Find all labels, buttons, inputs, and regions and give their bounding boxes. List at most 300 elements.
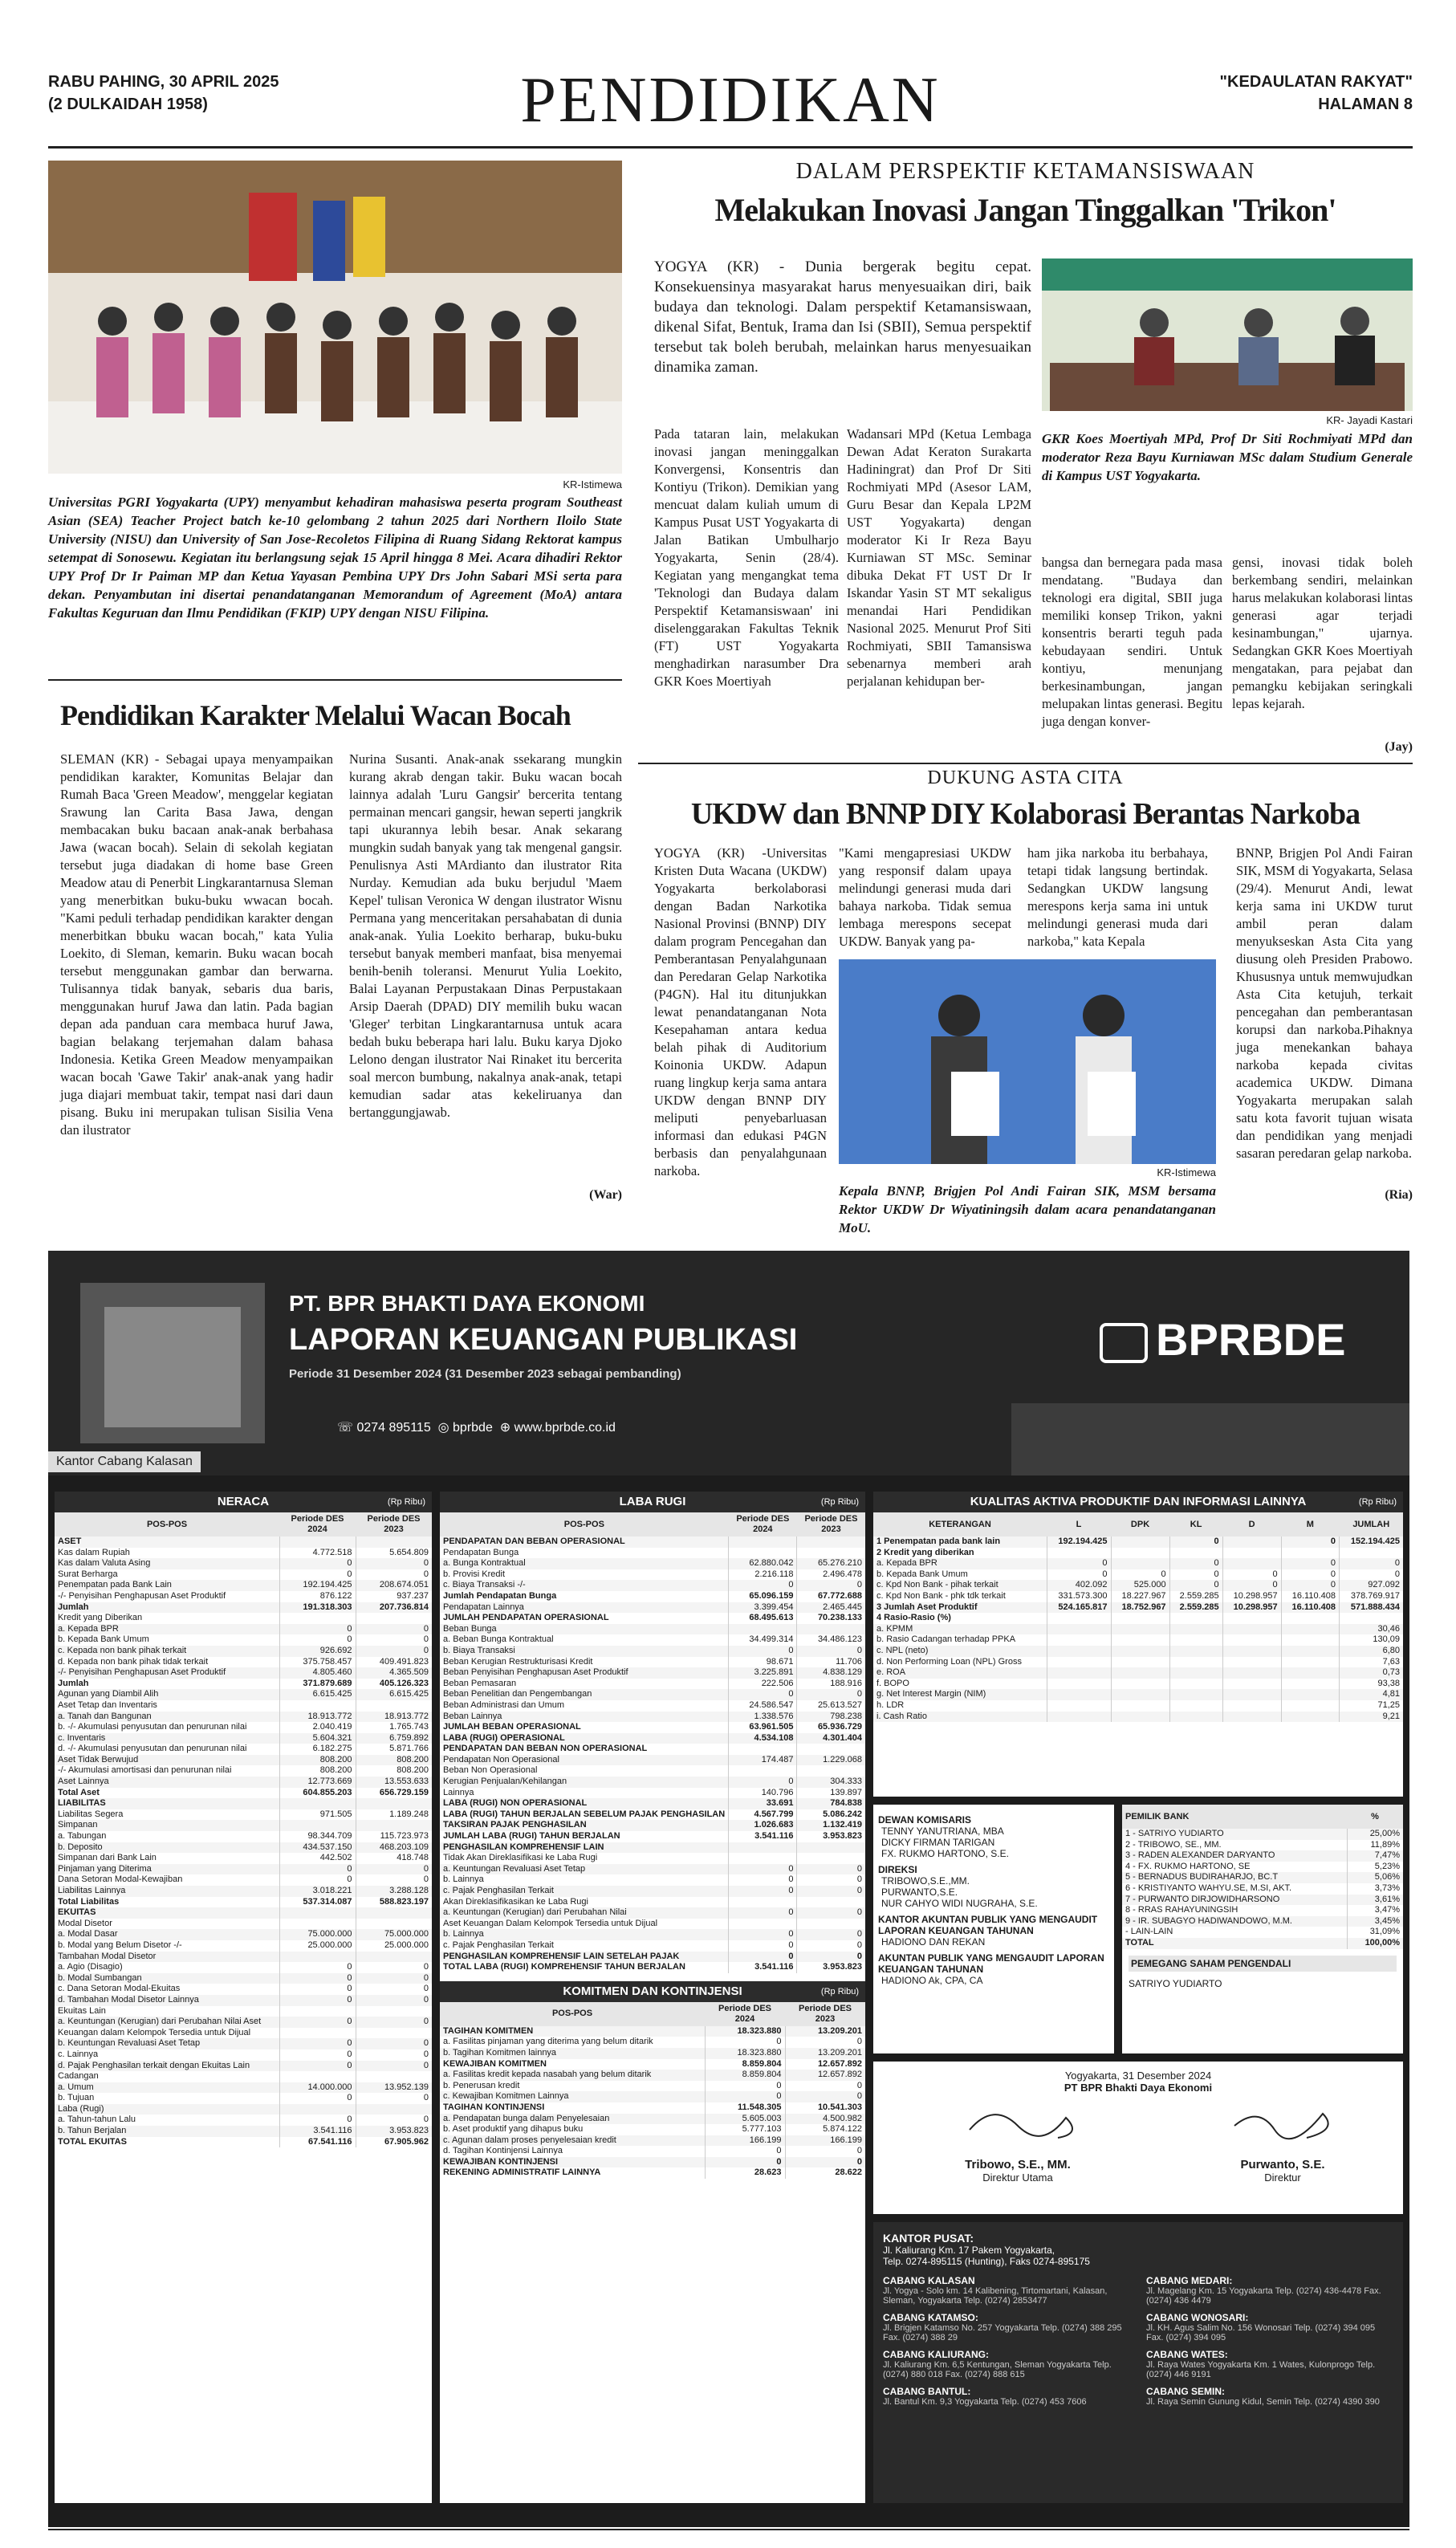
row-value: 0 (705, 2146, 785, 2157)
row-value (797, 1842, 865, 1854)
row-value (1111, 1712, 1169, 1723)
table-row (440, 2059, 865, 2070)
table-row (55, 1886, 432, 1897)
row-value (1111, 1624, 1169, 1635)
row-value: 14.000.000 (279, 2082, 356, 2094)
row-value: 1.026.683 (729, 1820, 797, 1831)
row-value: 0 (1339, 1558, 1403, 1569)
row-value (1111, 1537, 1169, 1548)
row-value: 0 (356, 1995, 432, 2006)
kualitas-aktiva-panel (873, 1492, 1403, 1797)
row-value: 207.736.814 (356, 1602, 432, 1614)
row-label: TAGIHAN KOMITMEN (440, 2026, 705, 2037)
row-value: 13.209.201 (785, 2026, 865, 2037)
row-value: 0 (356, 1984, 432, 1995)
table-row (440, 2081, 865, 2092)
row-value: 0 (356, 1558, 432, 1569)
row-value: 7,47% (1347, 1850, 1403, 1862)
column-header: KETERANGAN (873, 1512, 1047, 1537)
branch-list (883, 2275, 1393, 2407)
row-value (1339, 1548, 1403, 1559)
row-value (356, 1820, 432, 1831)
table-row (440, 2146, 865, 2157)
table-row (873, 1613, 1403, 1624)
row-value (279, 1919, 356, 1930)
row-value: 0 (729, 1940, 797, 1952)
branch-address: Jl. KH. Agus Salim No. 156 Wonosari Telp. (0274) 394 095 Fax. (0274) 394 095 (1146, 2323, 1376, 2342)
table-row (55, 1973, 432, 1984)
controller-name: SATRIYO YUDIARTO (1129, 1977, 1222, 1989)
row-value (729, 1853, 797, 1864)
owners-table: PEMILIK BANK % 1 - SATRIYO YUDIARTO 25,00% 2 - TRIBOWO, SE., MM. 11,89% 3 - RADEN ALEXANDER DARYANTO 7,47% 4 - FX. RUKMO HARTONO, SE 5,23% 5 - BERNADUS BUDIRAHARJO, BC.T 5,06% 6 - KRISTIYANTO WAHYU.SE, M.SI, AKT. 3,73% 7 - PURWANTO DIRJOWIDHARSONO 3,61% 8 - RRAS RAHAYUNINGSIH 3,47% 9 - IR. SUBAGYO HADIWANDOWO, M.M. 3,45% - LAIN-LAIN 31,09% TOTAL 100,00% (1122, 1805, 1403, 1949)
row-value: 1.338.576 (729, 1712, 797, 1723)
officer-group-title: DEWAN KOMISARIS (878, 1814, 972, 1826)
row-value: 5.605.003 (705, 2114, 785, 2125)
table-row (1122, 1850, 1403, 1862)
row-value (356, 1952, 432, 1963)
row-value: 16.110.408 (1281, 1602, 1339, 1614)
hq-address: Jl. Kaliurang Km. 17 Pakem Yogyakarta, (883, 2245, 1055, 2256)
row-value: 0 (279, 1973, 356, 1984)
row-label: 1 Penempatan pada bank lain (873, 1537, 1047, 1548)
table-row (873, 1569, 1403, 1581)
row-label: Total Liabilitas (58, 1896, 120, 1907)
row-value: 0 (1281, 1580, 1339, 1591)
row-value: 378.769.917 (1339, 1591, 1403, 1602)
row-value: 67.772.688 (797, 1591, 865, 1602)
row-value: 0 (729, 1777, 797, 1788)
row-value (797, 1537, 865, 1548)
row-value (1169, 1613, 1222, 1624)
trikon-col-2: Wadansari MPd (Ketua Lembaga Dewan Adat Keraton Surakarta Hadiningrat) dan Prof Dr Siti Rochmiyati MPd (Asesor LAM, Guru Besar dan Kepala LP2M UST Yogyakarta) dengan moderator Ki Ir Reza Bayu Kurniawan ST MSc. Seminar dibuka Dekat FT UST Dr Ir Iskandar Yasin ST MT sekaligus menandai Hari Pendidikan Nasional 2025. Menurut Prof Siti Rochmiyati, SBII Tamansiswa sebenarnya memberi arah perjalanan kehidupan ber- (847, 426, 1031, 689)
website-link[interactable]: www.bprbde.co.id (514, 1421, 616, 1435)
row-value: 784.838 (797, 1798, 865, 1809)
table-row (55, 2038, 432, 2049)
row-value (1169, 1548, 1222, 1559)
row-label: c. Kewajiban Komitmen Lainnya (440, 2091, 705, 2102)
row-value: 166.199 (785, 2135, 865, 2147)
row-label: c. NPL (neto) (873, 1646, 1047, 1657)
row-label: d. Tagihan Kontinjensi Lainnya (443, 2146, 563, 2156)
row-value (279, 1820, 356, 1831)
row-value: 0 (356, 1962, 432, 1973)
table-row (55, 2137, 432, 2148)
ukdw-col-1: YOGYA (KR) -Universitas Kristen Duta Wacana (UKDW) Yogyakarta berkolaborasi dengan Badan Narkotika Nasional Provinsi (BNNP) DIY dalam program Pencegahan dan Pemberantasan Penyalahgunaan dan Peredaran Gelap Narkotika (P4GN). Hal itu ditunjukkan lewat penandatanganan Nota Kesepahaman antara kedua belah pihak di Auditorium Koinonia UKDW. Adapun ruang lingkup kerja sama antara UKDW dengan BNNP DIY meliputi penyebarluasan informasi dan edukasi P4GN berbasis dan penyalahgunaan narkoba. (654, 845, 827, 1178)
row-value (279, 1700, 356, 1712)
row-label: 1 - SATRIYO YUDIARTO (1122, 1829, 1347, 1840)
row-label: b. Provisi Kredit (443, 1569, 506, 1579)
row-value: 31,09% (1347, 1927, 1403, 1938)
table-row (440, 2157, 865, 2168)
row-label: Modal Disetor (58, 1918, 112, 1928)
table-row (55, 1897, 432, 1908)
row-value: 0 (279, 1558, 356, 1569)
row-value: 4,81 (1339, 1689, 1403, 1700)
row-value (1222, 1624, 1281, 1635)
row-value (279, 2028, 356, 2039)
bocah-signature: (War) (589, 1188, 622, 1202)
row-value (279, 1907, 356, 1919)
row-value (356, 2006, 432, 2017)
row-value: 1.189.248 (356, 1809, 432, 1821)
table-row (55, 1995, 432, 2006)
row-value: 0 (279, 1995, 356, 2006)
table-row (55, 1700, 432, 1712)
row-label: Kas dalam Valuta Asing (55, 1558, 279, 1569)
table-row (440, 1700, 865, 1712)
table-row (440, 1820, 865, 1831)
row-value (1281, 1657, 1339, 1668)
row-label: Beban Non Operasional (443, 1765, 538, 1776)
table-row (440, 1777, 865, 1788)
row-value (1169, 1667, 1222, 1679)
row-label: h. LDR (876, 1699, 905, 1710)
row-value: 67.905.962 (356, 2137, 432, 2148)
row-value (279, 2071, 356, 2082)
branch-item (1146, 2386, 1393, 2407)
ukdw-signature: (Ria) (1385, 1188, 1413, 1202)
row-value: 11,89% (1347, 1840, 1403, 1851)
signer-2: Purwanto, S.E. Direktur (1240, 2158, 1325, 2184)
row-label: REKENING ADMINISTRATIF LAINNYA (443, 2167, 601, 2178)
row-value: 4.365.509 (356, 1667, 432, 1679)
row-value: 808.200 (356, 1755, 432, 1766)
row-value (1111, 1646, 1169, 1657)
row-value: 11.706 (797, 1657, 865, 1668)
contact-line (337, 1419, 616, 1435)
row-label: 9 - IR. SUBAGYO HADIWANDOWO, M.M. (1122, 1916, 1347, 1927)
table-row (440, 1558, 865, 1569)
table-row (55, 1634, 432, 1646)
ukdw-caption: Kepala BNNP, Brigjen Pol Andi Fairan SIK, MSM bersama Rektor UKDW Dr Wiyatiningsih dalam acara penandatanganan MoU. (839, 1183, 1216, 1235)
row-value: 6.615.425 (356, 1689, 432, 1700)
row-value (279, 1613, 356, 1624)
row-value (797, 1919, 865, 1930)
row-value (1111, 1558, 1169, 1569)
row-value (1169, 1712, 1222, 1723)
row-label: TOTAL EKUITAS (58, 2136, 127, 2147)
table-row (440, 1874, 865, 1886)
row-value: 524.165.817 (1047, 1602, 1111, 1614)
table-row (55, 1798, 432, 1809)
row-label: Total Aset (58, 1787, 100, 1797)
row-value: 3.541.116 (729, 1962, 797, 1973)
row-value (1111, 1613, 1169, 1624)
row-value (1281, 1624, 1339, 1635)
table-row (55, 1679, 432, 1690)
row-label: c. Lainnya (58, 2049, 99, 2059)
row-value (1111, 1679, 1169, 1690)
upy-caption: Universitas PGRI Yogyakarta (UPY) menyambut kehadiran mahasiswa peserta program Southeast Asian (SEA) Teacher Project batch ke-10 gelombang 2 tahun 2025 dari Northern Iloilo State University (NISU) dan University of San Jose-Recoletos Filipina di Ruang Sidang Rektorat kampus setempat di Sonosewu. Kegiatan itu berlangsung sejak 15 April hingga 8 Mei. Acara dihadiri Rektor UPY Prof Dr Ir Paiman MP dan Ketua Yayasan Pembina UPY Drs John Sabari MSi serta para dekan. Penyambutan ini disertai penandatanganan Memorandum of Agreement (MoA) antara Fakultas Keguruan dan Ilmu Pendidikan (FKIP) UPY dengan NISU Filipina. (48, 495, 622, 621)
row-value (1281, 1548, 1339, 1559)
row-label: a. Keuntungan (Kerugian) dari Perubahan Nilai (440, 1907, 729, 1919)
table-row (55, 1646, 432, 1657)
table-row (873, 1712, 1403, 1723)
row-value: 6.615.425 (279, 1689, 356, 1700)
row-value: 115.723.973 (356, 1831, 432, 1842)
row-label: ASET (55, 1537, 279, 1548)
row-value: 0 (797, 1907, 865, 1919)
trikon-photo-credit: KR- Jayadi Kastari (1326, 414, 1413, 426)
row-value (1222, 1700, 1281, 1712)
row-value: 331.573.300 (1047, 1591, 1111, 1602)
table-row (440, 1765, 865, 1777)
row-value: 0 (797, 1940, 865, 1952)
row-value (356, 2104, 432, 2115)
column-header: JUMLAH (1339, 1512, 1403, 1537)
row-value: 6.182.275 (279, 1744, 356, 1755)
row-value: 9,21 (1339, 1712, 1403, 1723)
row-value: 371.879.689 (279, 1679, 356, 1690)
table-row (55, 1558, 432, 1569)
table-row (55, 1722, 432, 1733)
row-label: i. Cash Ratio (873, 1712, 1047, 1723)
row-label: b. Modal Sumbangan (55, 1973, 279, 1984)
row-label: a. Pendapatan bunga dalam Penyelesaian (440, 2114, 705, 2125)
row-value (1047, 1689, 1111, 1700)
table-row (55, 1569, 432, 1581)
table-row (873, 1700, 1403, 1712)
row-value: 808.200 (279, 1765, 356, 1777)
row-value (1222, 1613, 1281, 1624)
table-row (873, 1602, 1403, 1614)
branch-address: Jl. Raya Wates Yogyakarta Km. 1 Wates, Kulonprogo Telp. (0274) 446 9191 (1146, 2360, 1376, 2379)
row-value: 808.200 (279, 1755, 356, 1766)
row-value: 0 (729, 1952, 797, 1963)
table-row (55, 1929, 432, 1940)
trikon-caption: GKR Koes Moertiyah MPd, Prof Dr Siti Rochmiyati MPd dan moderator Reza Bayu Kurniawan MSc dalam Studium Generale di Kampus UST Yogyakarta. (1042, 431, 1413, 483)
row-value: 0 (1169, 1537, 1222, 1548)
row-label: LABA (RUGI) OPERASIONAL (440, 1733, 729, 1744)
row-value: 588.823.197 (356, 1897, 432, 1908)
row-value: 0 (797, 1874, 865, 1886)
row-value: 188.916 (797, 1679, 865, 1690)
row-label: b. Biaya Transaksi (440, 1646, 729, 1657)
row-value: 0 (1281, 1537, 1339, 1548)
row-label: Aset Keuangan Dalam Kelompok Tersedia untuk Dijual (443, 1918, 658, 1928)
table-row (440, 1755, 865, 1766)
table-row (440, 1886, 865, 1897)
row-label: EKUITAS (55, 1907, 279, 1919)
signing-photo-graphic (839, 959, 1216, 1164)
row-label: JUMLAH PENDAPATAN OPERASIONAL (443, 1613, 609, 1623)
row-label: a. Tabungan (58, 1831, 107, 1842)
bpr-financial-report (48, 1251, 1409, 2527)
row-value (797, 1744, 865, 1755)
row-value (797, 1765, 865, 1777)
table-row (55, 2093, 432, 2104)
upy-photo (48, 161, 622, 474)
branch-address: Jl. Magelang Km. 15 Yogyakarta Telp. (0274) 436-4478 Fax. (0274) 436 4479 (1146, 2286, 1381, 2306)
table-row (440, 1798, 865, 1809)
row-value: 3.953.823 (356, 2126, 432, 2137)
company-name: PT. BPR BHAKTI DAYA EKONOMI (289, 1291, 645, 1316)
table-row (440, 2102, 865, 2114)
table-row (873, 1634, 1403, 1646)
row-value: 0 (279, 2115, 356, 2126)
row-label: 7 - PURWANTO DIRJOWIDHARSONO (1122, 1895, 1347, 1906)
row-value (1169, 1700, 1222, 1712)
officer-name: HADIONO DAN REKAN (881, 1936, 986, 1948)
table-row (440, 1940, 865, 1952)
row-value (729, 1919, 797, 1930)
row-value: 16.110.408 (1281, 1591, 1339, 1602)
row-value: 2.559.285 (1169, 1602, 1222, 1614)
table-row (440, 2070, 865, 2081)
row-label: Surat Berharga (58, 1569, 118, 1579)
ad-banner (48, 1251, 1409, 1475)
row-label: d. Kepada non bank pihak tidak terkait (58, 1656, 209, 1667)
row-value: 0 (1169, 1558, 1222, 1569)
komitmen-table: POS-POS Periode DES 2024 Periode DES 2023 TAGIHAN KOMITMEN 18.323.880 13.209.201 a. Fasilitas pinjaman yang diterima yang belum ditarik 0 0 b. Tagihan Komitmen lainnya 18.323.880 13.209.201 KEWAJIBAN KOMITMEN 8.859.804 12.657.892 a. Fasilitas kredit kepada nasabah yang belum ditarik 8.859.804 12.657.892 b. Penerusan kredit 0 0 c. Kewajiban Komitmen Lainnya 0 0 TAGIHAN KONTINJENSI 11.548.305 10.541.303 a. Pendapatan bunga dalam Penyelesaian 5.605.003 4.500.982 b. Aset produktif yang dihapus buku 5.777.103 5.874.122 c. Agunan dalam proses penyelesaian kredit 166.199 166.199 d. Tagihan Kontinjensi Lainnya 0 0 KEWAJIBAN KONTINJENSI 0 0 REKENING ADMINISTRATIF LAINNYA 28.623 28.622 (440, 2002, 865, 2179)
row-value: 139.897 (797, 1788, 865, 1799)
upy-photo-credit: KR-Istimewa (563, 478, 622, 490)
officer-name: NUR CAHYO WIDI NUGRAHA, S.E. (881, 1898, 1038, 1909)
row-value: 0 (356, 2061, 432, 2072)
row-value (356, 1613, 432, 1624)
row-value (1281, 1700, 1339, 1712)
row-value: 174.487 (729, 1755, 797, 1766)
table-row (440, 1842, 865, 1854)
row-value (1281, 1679, 1339, 1690)
row-label: 3 - RADEN ALEXANDER DARYANTO (1122, 1850, 1347, 1862)
row-label: 2 Kredit yang diberikan (876, 1547, 974, 1557)
branch-name: CABANG KATAMSO: (883, 2312, 978, 2323)
row-label: 4 Rasio-Rasio (%) (876, 1613, 951, 1623)
row-value (1169, 1679, 1222, 1690)
table-row (55, 1548, 432, 1559)
bank-logo-icon (1100, 1323, 1148, 1363)
row-value: 0 (279, 2061, 356, 2072)
row-label: Beban Pemasaran (443, 1678, 517, 1688)
row-label: 6 - KRISTIYANTO WAHYU.SE, M.SI, AKT. (1125, 1883, 1292, 1893)
row-value (356, 1798, 432, 1809)
table-row (873, 1548, 1403, 1559)
row-value: 18.323.880 (705, 2048, 785, 2059)
ukdw-col-4: BNNP, Brigjen Pol Andi Fairan SIK, MSM di Yogyakarta, Selasa (29/4). Menurut Andi, lewat kerja sama ini UKDW turut ambil peran dalam menyukseskan Asta Cita yang diusung oleh Presiden Prabowo. Khususnya untuk memwujudkan Asta Cita ketujuh, terkait pencegahan dan pemberantasan korupsi dan narkoba.Pihaknya juga menekankan bahaya narkoba kepada civitas academica UKDW. Dimana Yogyakarta merupakan salah satu kota favorit tujuan wisata dan pendidikan yang menjadi sasaran peredaran gelap narkoba. (1236, 845, 1413, 1161)
ukdw-photo (839, 959, 1216, 1164)
row-value: 18.913.772 (279, 1712, 356, 1723)
table-row (440, 1929, 865, 1940)
kap-table (873, 1512, 1403, 1722)
row-value: 2.496.478 (797, 1569, 865, 1581)
table-row (873, 1679, 1403, 1690)
row-value: 0 (797, 1952, 865, 1963)
table-row (440, 1897, 865, 1908)
row-label: -/- Penyisihan Penghapusan Aset Produktif (55, 1667, 279, 1679)
row-value: 75.000.000 (279, 1929, 356, 1940)
row-value: 25.000.000 (279, 1940, 356, 1952)
trikon-kicker: DALAM PERSPEKTIF KETAMANSISWAAN (795, 159, 1255, 184)
row-value (1281, 1712, 1339, 1723)
row-label: Ekuitas Lain (58, 2005, 106, 2016)
branch-name: CABANG MEDARI: (1146, 2275, 1233, 2286)
row-value: 28.622 (785, 2167, 865, 2179)
row-value: 0 (705, 2091, 785, 2102)
officer-group-title: DIREKSI (878, 1864, 917, 1875)
table-row (440, 1548, 865, 1559)
row-value: 0 (1047, 1569, 1111, 1581)
row-label: a. Bunga Kontraktual (440, 1558, 729, 1569)
row-value (797, 1853, 865, 1864)
laba-rugi-table: POS-POS Periode DES 2024 Periode DES 2023 PENDAPATAN DAN BEBAN OPERASIONAL Pendapatan Bunga a. Bunga Kontraktual 62.880.042 65.276.210 b. Provisi Kredit 2.216.118 2.496.478 c. Biaya Transaksi -/- 0 0 Jumlah Pendapatan Bunga 65.096.159 67.772.688 Pendapatan Lainnya 3.399.454 2.465.445 JUMLAH PENDAPATAN OPERASIONAL 68.495.613 70.238.133 Beban Bunga a. Beban Bunga Kontraktual 34.499.314 34.486.123 b. Biaya Transaksi 0 0 Beban Kerugian Restrukturisasi Kredit 98.671 11.706 Beban Penyisihan Penghapusan Aset Produktif 3.225.891 4.838.129 Beban Pemasaran 222.506 188.916 Beban Penelitian dan Pengembangan 0 0 Beban Administrasi dan Umum 24.586.547 25.613.527 Beban Lainnya 1.338.576 798.238 JUMLAH BEBAN OPERASIONAL 63.961.505 65.936.729 LABA (RUGI) OPERASIONAL 4.534.108 4.301.404 PENDAPATAN DAN BEBAN NON OPERASIONAL Pendapatan Non Operasional 174.487 1.229.068 Beban Non Operasional Kerugian Penjualan/Kehilangan 0 304.333 Lainnya 140.796 139.897 LABA (RUGI) NON OPERASIONAL 33.691 784.838 LABA (RUGI) TAHUN BERJALAN SEBELUM PAJAK PENGHASILAN 4.567.799 5.086.242 TAKSIRAN PAJAK PENGHASILAN 1.026.683 1.132.419 JUMLAH LABA (RUGI) TAHUN BERJALAN 3.541.116 3.953.823 PENGHASILAN KOMPREHENSIF LAIN Tidak Akan Direklasifikasi ke Laba Rugi a. Keuntungan Revaluasi Aset Tetap 0 0 b. Lainnya 0 0 c. Pajak Penghasilan Terkait 0 0 Akan Direklasifikasikan ke Laba Rugi a. Keuntungan (Kerugian) dari Perubahan Nilai 0 0 Aset Keuangan Dalam Kelompok Tersedia untuk Dijual b. Lainnya 0 0 c. Pajak Penghasilan Terkait 0 0 PENGHASILAN KOMPREHENSIF LAIN SETELAH PAJAK 0 0 TOTAL LABA (RUGI) KOMPREHENSIF TAHUN BERJALAN 3.541.116 3.953.823 (440, 1512, 865, 1973)
row-value: 0 (797, 1864, 865, 1875)
row-value: 0 (797, 1580, 865, 1591)
row-value: 13.553.633 (356, 1777, 432, 1788)
table-row (440, 1689, 865, 1700)
table-row (440, 1679, 865, 1690)
table-row (1122, 1872, 1403, 1883)
row-label: c. Kepada non bank pihak terkait (55, 1646, 279, 1657)
table-row (55, 1809, 432, 1821)
row-label: Aset Tidak Berwujud (55, 1755, 279, 1766)
row-value: 130,09 (1339, 1634, 1403, 1646)
row-value (1047, 1548, 1111, 1559)
row-value: 0 (356, 2093, 432, 2104)
row-value: 971.505 (279, 1809, 356, 1821)
row-value: 4.838.129 (797, 1667, 865, 1679)
seminar-photo-graphic (1042, 258, 1413, 411)
row-value: 0 (729, 1886, 797, 1897)
row-value: 0 (279, 2038, 356, 2049)
row-value: 3,73% (1347, 1883, 1403, 1895)
row-label: PENGHASILAN KOMPREHENSIF LAIN (440, 1842, 729, 1854)
table-row (55, 1580, 432, 1591)
row-value: 3.399.454 (729, 1602, 797, 1614)
row-label: a. Umum (55, 2082, 279, 2094)
branch-item (883, 2386, 1130, 2407)
row-value (1047, 1679, 1111, 1690)
table-row (55, 1602, 432, 1614)
branch-address: Jl. Brigjen Katamso No. 257 Yogyakarta Telp. (0274) 388 295 Fax. (0274) 388 29 (883, 2323, 1122, 2342)
row-label: a. Fasilitas kredit kepada nasabah yang belum ditarik (440, 2070, 705, 2081)
table-row (440, 1809, 865, 1821)
row-value: 0 (356, 1569, 432, 1581)
row-value (1281, 1667, 1339, 1679)
row-label: a. KPMM (873, 1624, 1047, 1635)
row-label: LIABILITAS (55, 1798, 279, 1809)
kap-header: KUALITAS AKTIVA PRODUKTIF DAN INFORMASI LAINNYA (Rp Ribu) (873, 1492, 1403, 1512)
row-value: 304.333 (797, 1777, 865, 1788)
row-value: 0 (729, 1864, 797, 1875)
row-label: f. BOPO (876, 1678, 909, 1688)
row-value: 0 (356, 2049, 432, 2061)
owners-panel (1122, 1805, 1403, 2053)
table-row (440, 1907, 865, 1919)
row-value: 876.122 (279, 1591, 356, 1602)
row-value: 4.567.799 (729, 1809, 797, 1821)
table-row (55, 2071, 432, 2082)
row-label: Beban Bunga (440, 1624, 729, 1635)
row-value: 3.288.128 (356, 1886, 432, 1897)
row-value: 0 (729, 1929, 797, 1940)
table-row (873, 1646, 1403, 1657)
officer-name: HADIONO Ak, CPA, CA (881, 1975, 983, 1986)
row-value: 65.936.729 (797, 1722, 865, 1733)
table-row (55, 2104, 432, 2115)
paper-info: "KEDAULATAN RAKYAT" HALAMAN 8 (1219, 73, 1413, 113)
phone-icon: ☏ (337, 1421, 354, 1435)
row-value (1339, 1613, 1403, 1624)
row-value: 65.276.210 (797, 1558, 865, 1569)
table-row (440, 1667, 865, 1679)
row-label: Pendapatan Non Operasional (440, 1755, 729, 1766)
officer-name: DICKY FIRMAN TARIGAN (881, 1837, 995, 1848)
instagram-handle[interactable]: bprbde (453, 1421, 493, 1435)
row-label: Kerugian Penjualan/Kehilangan (440, 1777, 729, 1788)
row-value: 5.871.766 (356, 1744, 432, 1755)
row-value: 75.000.000 (356, 1929, 432, 1940)
